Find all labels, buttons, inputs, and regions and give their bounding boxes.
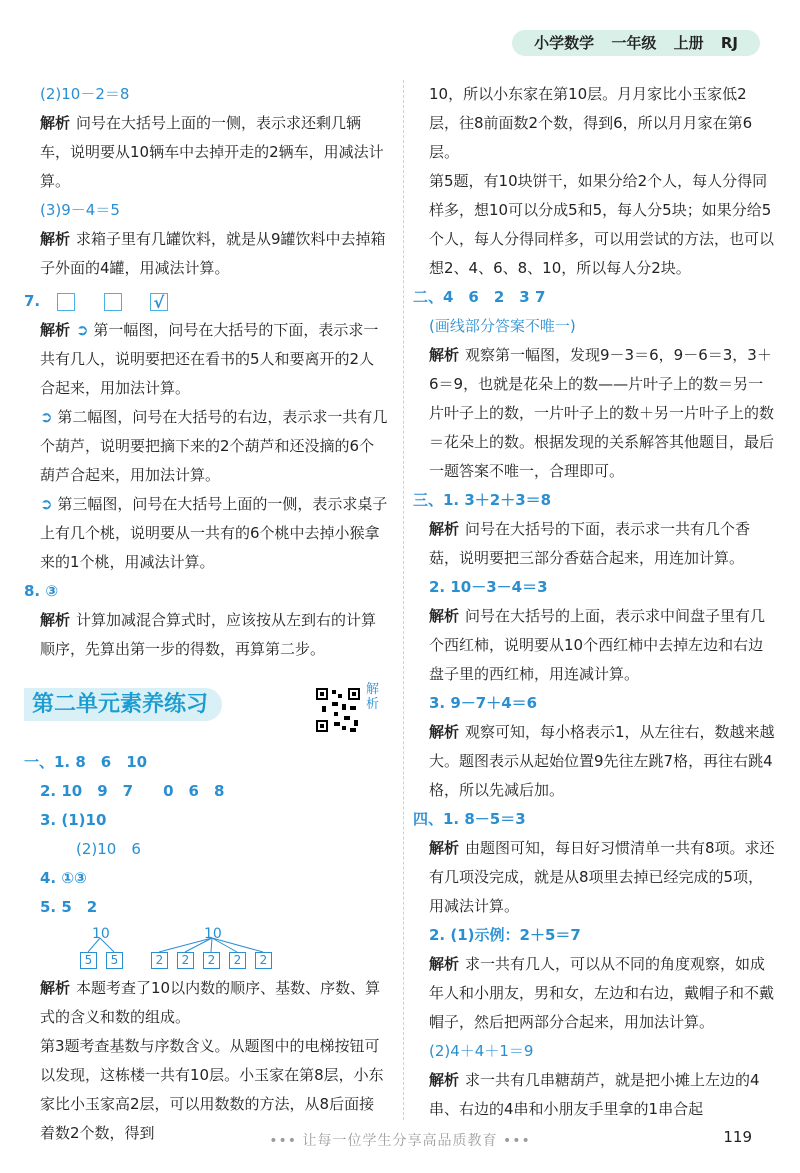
answer-box-1: [57, 293, 75, 311]
explanation-text: 问号在大括号上面的一侧，表示求还剩几辆车，说明要从10辆车中去掉开走的2辆车，用减法计算。: [40, 114, 384, 190]
check-mark-icon: √: [153, 292, 165, 312]
answer-line: 三、1. 3＋2＋3＝8: [413, 491, 552, 509]
question-number: 7.: [24, 292, 41, 310]
tree-leaf: 2: [255, 952, 272, 969]
number-tree: [24, 922, 389, 974]
left-column: [24, 80, 389, 1148]
arrow-icon: ➲: [40, 408, 58, 426]
answer-line: 2. 10－3－4＝3: [429, 578, 548, 596]
explanation: [24, 490, 389, 577]
tree-top: 10: [204, 926, 222, 942]
explanation: [413, 950, 775, 1037]
arrow-icon: ➲: [40, 495, 58, 513]
qr-code-icon[interactable]: [314, 686, 362, 734]
explanation-text: 观察第一幅图，发现9－3＝6，9－6＝3，3＋6＝9，也就是花朵上的数——片叶子上的数＝另一片叶子上的数，一片叶子上的数＋另一片叶子上的数＝花朵上的数。根据发现的关系解答其他题目，最后一题答案不唯一，合理即可。: [429, 346, 775, 480]
explanation-label: 解析: [429, 607, 460, 625]
explanation-text: 第三幅图，问号在大括号上面的一侧，表示求桌子上有几个桃，说明要从一共有的6个桃中去掉小猴拿来的1个桃，用减法计算。: [40, 495, 388, 571]
explanation-text: 10，所以小东家在第10层。月月家比小玉家低2层，往8前面数2个数，得到6，所以月月家在第6层。: [429, 85, 753, 161]
explanation-text: 求箱子里有几罐饮料，就是从9罐饮料中去掉箱子外面的4罐，用减法计算。: [40, 230, 386, 277]
arrow-icon: ➲: [76, 321, 94, 339]
answer-line: (2)10－2＝8: [40, 85, 130, 103]
explanation-text: 第二幅图，问号在大括号的右边，表示求一共有几个葫芦，说明要把摘下来的2个葫芦和还没摘的6个葫芦合起来，用加法计算。: [40, 408, 388, 484]
explanation-label: 解析: [40, 321, 71, 339]
explanation-text: 由题图可知，每日好习惯清单一共有8项。求还有几项没完成，就是从8项里去掉已经完成的5项，用减法计算。: [429, 839, 775, 915]
explanation-text: 第一幅图，问号在大括号的下面，表示求一共有几人，说明要把还在看书的5人和要离开的2人合起来，用加法计算。: [40, 321, 379, 397]
explanation-label: 解析: [429, 1071, 460, 1089]
explanation-label: 解析: [40, 114, 71, 132]
answer-line: 2. (1)示例：2＋5＝7: [429, 926, 581, 944]
explanation-label: 解析: [429, 955, 460, 973]
explanation-text: 计算加减混合算式时，应该按从左到右的计算顺序，先算出第一步的得数，再算第二步。: [40, 611, 377, 658]
answer-box-3: [150, 293, 168, 311]
explanation-text: 第3题考查基数与序数含义。从题图中的电梯按钮可以发现，这栋楼一共有10层。小玉家在第8层，小东家比小玉家高2层，可以用数数的方法，从8后面接着数2个数，得到: [40, 1037, 384, 1142]
question-8: 8. ③: [24, 582, 59, 600]
explanation-label: 解析: [429, 520, 460, 538]
right-column: [413, 80, 775, 1124]
footer-slogan: ••• 让每一位学生分享高品质教育 •••: [269, 1133, 531, 1149]
explanation-text: 问号在大括号的上面，表示求中间盘子里有几个西红柿，说明要从10个西红柿中去掉左边和右边盘子里的西红柿，用连减计算。: [429, 607, 766, 683]
explanation: [413, 602, 775, 689]
tree-leaf: 2: [203, 952, 220, 969]
qr-label: 解析: [366, 682, 380, 712]
answer-note: (画线部分答案不唯一): [429, 317, 576, 335]
explanation-text: 求一共有几串糖葫芦，就是把小摊上左边的4串、右边的4串和小朋友手里拿的1串合起: [429, 1071, 760, 1118]
explanation: [24, 403, 389, 490]
explanation: [24, 225, 389, 283]
header-volume: 上册: [673, 34, 704, 52]
tree-leaf: 5: [106, 952, 123, 969]
answer-line: 3. 9－7＋4＝6: [429, 694, 538, 712]
explanation: [413, 341, 775, 486]
unit-title: [24, 682, 389, 724]
tree-leaf: 2: [229, 952, 246, 969]
explanation-text: 观察可知，每小格表示1，从左往右，数越来越大。题图表示从起始位置9先往左跳7格，再往右跳4格，所以先减后加。: [429, 723, 775, 799]
answer-line: 二、4 6 2 3 7: [413, 288, 546, 306]
page-header: [512, 30, 760, 56]
answer-line: 5. 5 2: [40, 898, 98, 916]
explanation-text: 第5题，有10块饼干，如果分给2个人，每人分得同样多，想10可以分成5和5，每人分5块；如果分给5个人，每人分得同样多，可以用尝试的方法，也可以想2、4、6、8、10，所以每人分2块。: [429, 172, 775, 277]
explanation-text: 问号在大括号的下面，表示求一共有几个香菇，说明要把三部分香菇合起来，用连加计算。: [429, 520, 751, 567]
column-divider: [403, 80, 404, 1120]
explanation: [413, 1066, 775, 1124]
header-grade: 一年级: [611, 34, 657, 52]
page-number: 119: [723, 1128, 752, 1146]
tree-leaf: 5: [80, 952, 97, 969]
answer-line: (2)4＋4＋1＝9: [429, 1042, 534, 1060]
answer-line: 4. ①③: [40, 869, 87, 887]
explanation-label: 解析: [40, 230, 71, 248]
explanation-label: 解析: [429, 723, 460, 741]
answer-line: 2. 10 9 7 0 6 8: [40, 782, 225, 800]
question-7: [24, 287, 389, 316]
answer-line: 3. (1)10: [40, 811, 107, 829]
tree-lines: [24, 922, 324, 974]
explanation-label: 解析: [429, 346, 460, 364]
explanation-label: 解析: [429, 839, 460, 857]
explanation-label: 解析: [40, 611, 71, 629]
answer-line: (2)10 6: [76, 840, 141, 858]
explanation: [24, 606, 389, 664]
explanation-text: 求一共有几人，可以从不同的角度观察，如成年人和小朋友，男和女，左边和右边，戴帽子和不戴帽子，然后把两部分合起来，用加法计算。: [429, 955, 775, 1031]
header-edition: RJ: [720, 34, 738, 52]
answer-line: 四、1. 8－5＝3: [413, 810, 526, 828]
tree-leaf: 2: [177, 952, 194, 969]
answer-line: 一、1. 8 6 10: [24, 753, 148, 771]
header-subject: 小学数学: [534, 34, 595, 52]
explanation: [24, 109, 389, 196]
explanation-label: 解析: [40, 979, 71, 997]
explanation: [413, 834, 775, 921]
tree-top: 10: [92, 926, 110, 942]
explanation: [413, 718, 775, 805]
unit-title-text: 第二单元素养练习: [24, 688, 222, 721]
answer-box-2: [104, 293, 122, 311]
explanation-text: 本题考查了10以内数的顺序、基数、序数、算式的含义和数的组成。: [40, 979, 381, 1026]
explanation: [413, 515, 775, 573]
explanation: [24, 974, 389, 1032]
tree-leaf: 2: [151, 952, 168, 969]
answer-line: (3)9－4＝5: [40, 201, 120, 219]
explanation: [24, 316, 389, 403]
